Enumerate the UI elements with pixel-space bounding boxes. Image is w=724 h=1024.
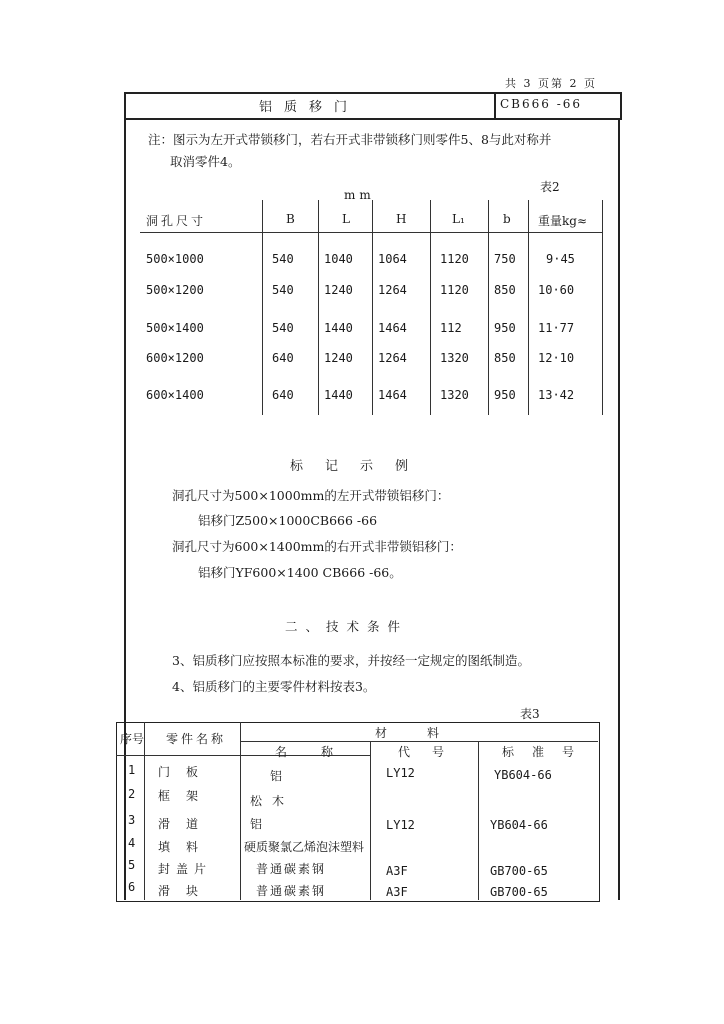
table3-cell: 1 bbox=[128, 763, 136, 777]
table2-cell: 10·60 bbox=[538, 283, 575, 297]
table3-cell: A3F bbox=[386, 864, 408, 878]
tech-conditions-title: 二、技术条件 bbox=[285, 619, 409, 634]
table2-cell: 9·45 bbox=[546, 252, 575, 266]
table3-cell: 松木 bbox=[250, 794, 295, 808]
requirement-3: 3、铝质移门应按照本标准的要求，并按经一定规定的图纸制造。 bbox=[172, 653, 530, 668]
table2-cell: 1040 bbox=[324, 252, 353, 266]
marking-title: 标记示例 bbox=[290, 459, 431, 474]
table2-header-cell: B bbox=[286, 212, 295, 226]
header-divider bbox=[494, 92, 496, 120]
table2-cell: 540 bbox=[272, 321, 294, 335]
table2-cell: 1320 bbox=[440, 388, 469, 402]
table2-cell: 1440 bbox=[324, 388, 353, 402]
table3-cell: LY12 bbox=[386, 766, 415, 780]
table2-cell: 540 bbox=[272, 283, 294, 297]
note-line-2: 取消零件4。 bbox=[170, 154, 241, 169]
table2-tag: 表2 bbox=[540, 180, 560, 194]
table2-cell: 500×1400 bbox=[146, 321, 204, 335]
table3-cell: A3F bbox=[386, 885, 408, 899]
table2-header-cell: H bbox=[396, 212, 407, 226]
table2-col-divider bbox=[528, 200, 529, 415]
table3-cell: 4 bbox=[128, 836, 136, 850]
table3-col-divider bbox=[144, 722, 145, 900]
table2-cell: 1240 bbox=[324, 351, 353, 365]
table3-cell: LY12 bbox=[386, 818, 415, 832]
table2-cell: 13·42 bbox=[538, 388, 575, 402]
table2-cell: 1240 bbox=[324, 283, 353, 297]
table3-cell: 6 bbox=[128, 880, 136, 894]
table2-cell: 640 bbox=[272, 351, 294, 365]
table2-col-divider bbox=[262, 200, 263, 415]
table2-cell: 600×1400 bbox=[146, 388, 204, 402]
table2-cell: 11·77 bbox=[538, 321, 575, 335]
table3-cell: 硬质聚氯乙烯泡沫塑料 bbox=[244, 840, 365, 854]
table2-col-divider bbox=[372, 200, 373, 415]
table2-cell: 1120 bbox=[440, 283, 469, 297]
table3-col-divider bbox=[370, 741, 371, 900]
table2-cell: 850 bbox=[494, 351, 516, 365]
table3-cell: 5 bbox=[128, 858, 136, 872]
table2-cell: 1264 bbox=[378, 283, 407, 297]
table2-header-cell: 重量kg≈ bbox=[538, 214, 588, 228]
table3-cell: 门板 bbox=[158, 765, 215, 779]
table3-header-name: 名称 bbox=[275, 745, 368, 759]
frame-right-border bbox=[618, 118, 620, 900]
table3-cell: 2 bbox=[128, 787, 136, 801]
table3-cell: 封盖片 bbox=[158, 862, 213, 876]
table3-cell: 3 bbox=[128, 813, 136, 827]
table2-cell: 1064 bbox=[378, 252, 407, 266]
table2-col-divider bbox=[602, 200, 603, 415]
table3-cell: 铝 bbox=[250, 817, 273, 831]
table2-cell: 950 bbox=[494, 321, 516, 335]
table2-cell: 1120 bbox=[440, 252, 469, 266]
table2-cell: 1264 bbox=[378, 351, 407, 365]
table3-cell: GB700-65 bbox=[490, 885, 548, 899]
table3-col-divider bbox=[240, 722, 241, 900]
table2-cell: 1464 bbox=[378, 388, 407, 402]
marking-example-1-code: 铝移门Z500×1000CB666 -66 bbox=[198, 513, 378, 528]
table3-cell: 滑道 bbox=[158, 817, 215, 831]
table3-cell: 普通碳素钢 bbox=[256, 884, 327, 898]
table3-header-code: 代号 bbox=[398, 745, 467, 759]
table2-cell: 1464 bbox=[378, 321, 407, 335]
table2-header-rule bbox=[140, 232, 602, 233]
table2-cell: 500×1000 bbox=[146, 252, 204, 266]
table2-cell: 600×1200 bbox=[146, 351, 204, 365]
table2-cell: 1440 bbox=[324, 321, 353, 335]
table2-cell: 1320 bbox=[440, 351, 469, 365]
table3-cell: YB604-66 bbox=[494, 768, 552, 782]
table2-cell: 112 bbox=[440, 321, 462, 335]
table3-header-material: 材料 bbox=[375, 726, 480, 740]
table3-header-no: 序号 bbox=[120, 732, 145, 746]
requirement-4: 4、铝质移门的主要零件材料按表3。 bbox=[172, 679, 376, 694]
table3-cell: 滑块 bbox=[158, 884, 215, 898]
standard-number: CB666 -66 bbox=[500, 97, 583, 111]
table2-header-cell: L bbox=[342, 212, 350, 226]
page-count: 共 3 页第 2 页 bbox=[505, 77, 597, 90]
marking-example-1-desc: 洞孔尺寸为500×1000mm的左开式带锁铝移门： bbox=[172, 488, 450, 503]
table3-header-part: 零件名称 bbox=[166, 732, 227, 746]
table2-unit: mm bbox=[344, 188, 375, 202]
table3-cell: 填料 bbox=[158, 840, 215, 854]
table3-cell: 框架 bbox=[158, 789, 215, 803]
table3-cell: 铝 bbox=[270, 769, 293, 783]
table3-tag: 表3 bbox=[520, 707, 540, 721]
table3-cell: YB604-66 bbox=[490, 818, 548, 832]
marking-example-2-code: 铝移门YF600×1400 CB666 -66。 bbox=[198, 565, 402, 580]
table2-cell: 500×1200 bbox=[146, 283, 204, 297]
table2-col-divider bbox=[488, 200, 489, 415]
table2-cell: 12·10 bbox=[538, 351, 575, 365]
marking-example-2-desc: 洞孔尺寸为600×1400mm的右开式非带锁铝移门： bbox=[172, 539, 462, 554]
table2-cell: 850 bbox=[494, 283, 516, 297]
table2-cell: 640 bbox=[272, 388, 294, 402]
table2-col-divider bbox=[318, 200, 319, 415]
table3-header-standard: 标准号 bbox=[502, 745, 593, 759]
table3-rule bbox=[240, 741, 598, 742]
table2-cell: 540 bbox=[272, 252, 294, 266]
table2-header-cell: b bbox=[503, 212, 511, 226]
document-title: 铝质移门 bbox=[258, 100, 359, 115]
table2-col-divider bbox=[430, 200, 431, 415]
table3-cell: 普通碳素钢 bbox=[256, 862, 327, 876]
table3-cell: GB700-65 bbox=[490, 864, 548, 878]
table3-col-divider bbox=[478, 741, 479, 900]
table2-cell: 750 bbox=[494, 252, 516, 266]
table2-header-cell: 洞孔尺寸 bbox=[146, 214, 207, 228]
table2-header-cell: L₁ bbox=[452, 212, 465, 226]
note-line-1: 注：图示为左开式带锁移门，若右开式非带锁移门则零件5、8与此对称并 bbox=[148, 132, 552, 147]
table2-cell: 950 bbox=[494, 388, 516, 402]
